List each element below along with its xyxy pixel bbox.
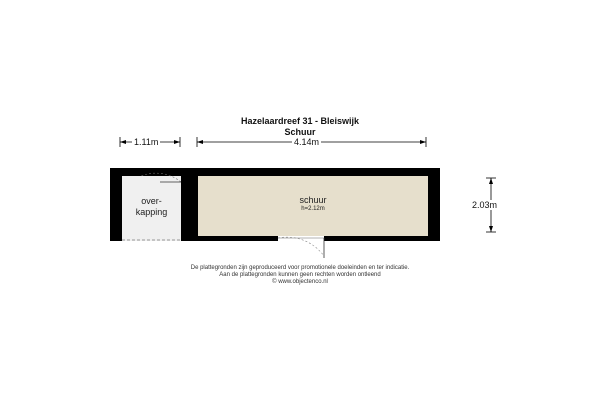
room-name-schuur: schuur [299, 195, 327, 205]
room-label-overkapping-line1: over- [141, 196, 162, 206]
plan-title: Hazelaardreef 31 - Bleiswijk [240, 116, 360, 126]
disclaimer-line-3: © www.objectenco.nl [272, 279, 328, 285]
room-label-overkapping-line2: kapping [135, 207, 168, 217]
disclaimer-line-2: Aan de plattegronden kunnen geen rechten worden ontleend [219, 272, 381, 278]
plan-subtitle: Schuur [284, 127, 316, 137]
schuur-door [278, 237, 324, 258]
room-label-schuur [198, 195, 428, 213]
room-height-schuur: h=2.12m [301, 206, 325, 212]
room-label-overkapping [122, 196, 181, 218]
dimension-label-depth: 2.03m [472, 200, 498, 210]
dimension-label-overkapping-width: 1.11m [134, 137, 159, 147]
disclaimer-line-1: De plattegronden zijn geproduceerd voor promotionele doeleinden en ter indicatie. [190, 265, 410, 271]
dimension-label-schuur-width: 4.14m [294, 137, 320, 147]
